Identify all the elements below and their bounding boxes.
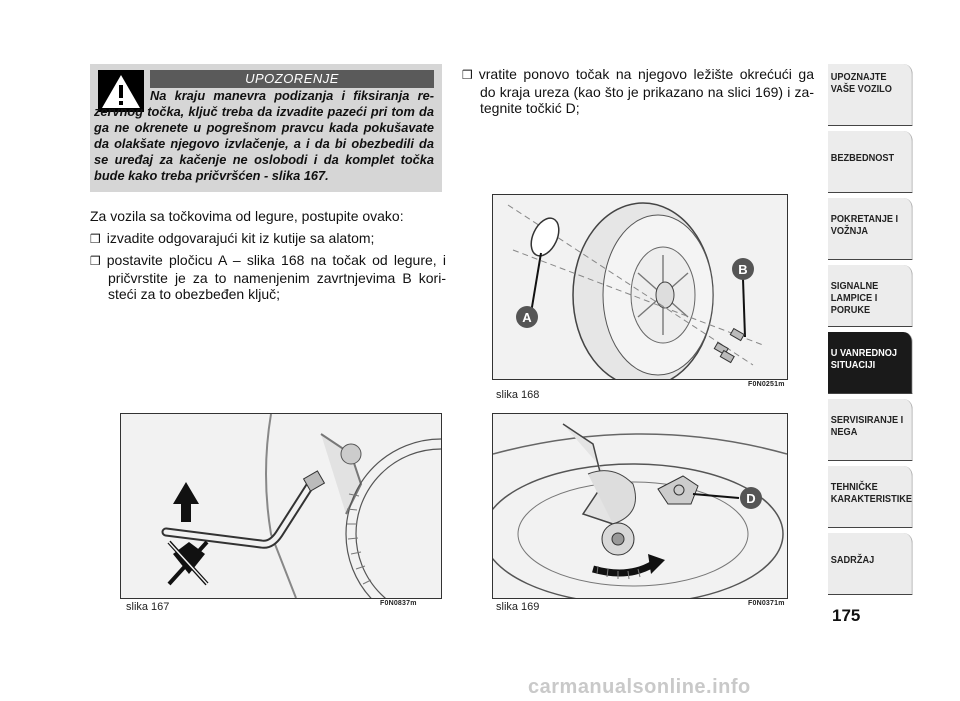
- sidebar-item-bezbednost[interactable]: BEZBEDNOST: [828, 131, 913, 193]
- sidebar-item-sadrzaj[interactable]: SADRŽAJ: [828, 533, 913, 595]
- right-column: [462, 66, 814, 117]
- label-d: D: [746, 491, 756, 506]
- intro-text: Za vozila sa točkovima od legure, postupite ovako:: [90, 208, 404, 224]
- list-item: ❒ vratite ponovo točak na njegovo ležište okrećući ga do kraja ureza (kao što je prikazano na slici 169) i za-tegnite točkić D;: [462, 66, 814, 116]
- checkbox-bullet-icon: ❒: [90, 254, 101, 268]
- warning-heading: UPOZORENJE: [150, 70, 434, 88]
- figure-code-168: F0N0251m: [748, 381, 785, 388]
- footer-watermark: carmanualsonline.info: [528, 676, 751, 698]
- sidebar-item-vanredna[interactable]: U VANREDNOJ SITUACIJI: [828, 332, 913, 394]
- list-item: ❒ postavite pločicu A – slika 168 na točak od legure, i pričvrstite je za to namenjenim zavrtnjevima B kori-steći za to obezbeđen ključ;: [90, 252, 446, 302]
- sidebar-item-servisiranje[interactable]: SERVISIRANJE I NEGA: [828, 399, 913, 461]
- figure-168: [492, 194, 788, 380]
- list-item: ❒ izvadite odgovarajući kit iz kutije sa alatom;: [90, 229, 375, 246]
- spare-wheel-mount-illustration: [493, 414, 787, 598]
- sidebar-item-pokretanje[interactable]: POKRETANJE I VOŽNJA: [828, 198, 913, 260]
- label-b: B: [738, 262, 748, 277]
- figure-code-167: F0N0837m: [380, 600, 417, 607]
- warning-box: [90, 64, 442, 192]
- checkbox-bullet-icon: ❒: [90, 231, 101, 246]
- caption-167: slika 167: [126, 601, 170, 613]
- wheel-plate-illustration: [493, 195, 787, 379]
- warning-text: Na kraju manevra podizanja i fiksiranja re-zervnog točka, ključ treba da izvadite pazeći pri tom da ga ne okrenete u pogrešnom pravcu kada pokušavate da olakšate njegovo izvlačenje, a i da bi obezbedili da se uređaj za kačenje ne oslobodi i da komplet točka bude kako treba pričvršćen - slika 167.: [94, 88, 434, 183]
- sidebar-item-tehnicke[interactable]: TEHNIČKE KARAKTERISTIKE: [828, 466, 913, 528]
- sidebar-item-upoznajte[interactable]: UPOZNAJTE VAŠE VOZILO: [828, 64, 913, 126]
- caption-168: slika 168: [496, 389, 540, 401]
- sidebar-item-signalne[interactable]: SIGNALNE LAMPICE I PORUKE: [828, 265, 913, 327]
- page-number: 175: [832, 606, 861, 625]
- checkbox-bullet-icon: ❒: [462, 68, 473, 82]
- left-column: [90, 208, 446, 303]
- caption-169: slika 169: [496, 601, 540, 613]
- figure-167: [120, 413, 442, 599]
- figure-code-169: F0N0371m: [748, 600, 785, 607]
- wrench-illustration: [121, 414, 441, 598]
- label-a: A: [522, 310, 532, 325]
- figure-169: [492, 413, 788, 599]
